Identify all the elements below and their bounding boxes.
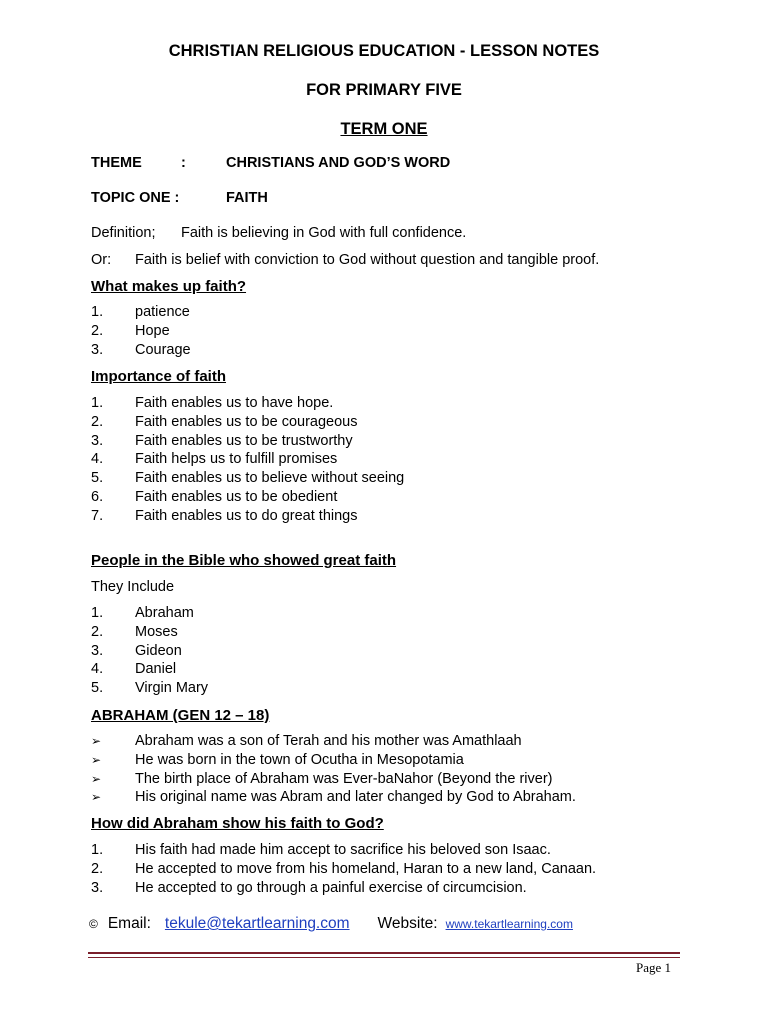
list-item xyxy=(91,751,576,770)
website-link[interactable]: www.tekartlearning.com xyxy=(445,917,573,931)
list-item xyxy=(91,879,596,898)
list-item xyxy=(91,642,208,661)
list-item xyxy=(91,604,208,623)
list-item xyxy=(91,488,404,507)
item-text: Faith enables us to be courageous xyxy=(135,413,358,430)
list-item xyxy=(91,303,191,322)
contact-line xyxy=(89,915,573,933)
item-text: Hope xyxy=(135,322,170,339)
topic-label: TOPIC ONE : xyxy=(91,190,180,206)
people-list xyxy=(91,604,208,698)
importance-heading: Importance of faith xyxy=(91,368,227,385)
item-text: Virgin Mary xyxy=(135,680,209,697)
arrow-bullet-icon: ➢ xyxy=(91,771,102,786)
item-text: Faith enables us to have hope. xyxy=(135,395,334,411)
list-item xyxy=(91,469,404,488)
item-text: Faith helps us to fulfill promises xyxy=(135,451,338,468)
item-number: 4. xyxy=(91,451,104,468)
item-number: 3. xyxy=(91,432,104,449)
item-number: 2. xyxy=(91,623,104,640)
item-text: He accepted to move from his homeland, Haran to a new land, Canaan. xyxy=(135,860,597,877)
list-item xyxy=(91,450,404,469)
arrow-bullet-icon: ➢ xyxy=(91,790,102,805)
arrow-bullet-icon: ➢ xyxy=(91,734,102,748)
list-item xyxy=(91,341,191,360)
abraham-list xyxy=(91,732,576,807)
email-link[interactable]: tekule@tekartlearning.com xyxy=(164,915,350,932)
item-number: 2. xyxy=(91,322,104,339)
list-item xyxy=(91,788,576,807)
importance-list xyxy=(91,394,404,526)
item-text: Faith enables us to do great things xyxy=(135,507,358,524)
footer-divider xyxy=(88,952,680,954)
item-text: Gideon xyxy=(135,642,182,659)
item-number: 2. xyxy=(91,860,104,877)
email-label: Email: xyxy=(107,915,151,932)
item-number: 5. xyxy=(91,470,104,487)
website-label: Website: xyxy=(377,915,438,932)
list-item xyxy=(91,660,208,679)
people-heading: People in the Bible who showed great faith xyxy=(91,552,397,569)
theme-value: CHRISTIANS AND GOD’S WORD xyxy=(226,155,451,171)
abraham-heading: ABRAHAM (GEN 12 – 18) xyxy=(91,707,270,724)
list-item xyxy=(91,322,191,341)
item-text: Daniel xyxy=(135,661,177,678)
list-item xyxy=(91,679,208,698)
list-item xyxy=(91,623,208,642)
list-item xyxy=(91,432,404,451)
term-title: TERM ONE xyxy=(340,120,428,138)
item-text: Faith enables us to be obedient xyxy=(135,488,338,505)
makeup-list xyxy=(91,303,191,359)
item-text: His original name was Abram and later changed by God to Abraham. xyxy=(135,789,576,806)
item-number: 1. xyxy=(91,395,104,411)
item-number: 3. xyxy=(91,341,104,358)
list-item xyxy=(91,507,404,526)
list-item xyxy=(91,394,404,413)
item-number: 1. xyxy=(91,605,104,621)
faith-shown-heading: How did Abraham show his faith to God? xyxy=(91,815,384,832)
list-item xyxy=(91,770,576,789)
topic-value: FAITH xyxy=(226,190,268,206)
copyright-icon: © xyxy=(89,917,98,931)
item-text: The birth place of Abraham was Ever-baNahor (Beyond the river) xyxy=(135,770,553,787)
footer-divider-thin xyxy=(88,957,680,958)
or-label: Or: xyxy=(91,252,112,268)
definition-text: Faith is believing in God with full confidence. xyxy=(181,225,467,241)
item-text: Abraham was a son of Terah and his mother was Amathlaah xyxy=(135,733,522,749)
theme-separator: : xyxy=(181,155,186,171)
or-text: Faith is belief with conviction to God without question and tangible proof. xyxy=(135,252,600,268)
item-text: Courage xyxy=(135,341,191,358)
people-intro: They Include xyxy=(91,579,175,595)
list-item xyxy=(91,413,404,432)
document-title: CHRISTIAN RELIGIOUS EDUCATION - LESSON NOTES xyxy=(168,42,600,60)
item-number: 3. xyxy=(91,642,104,659)
item-text: Abraham xyxy=(135,605,194,621)
item-number: 1. xyxy=(91,304,104,320)
item-number: 4. xyxy=(91,661,104,678)
faith-shown-list xyxy=(91,841,596,897)
theme-label: THEME xyxy=(91,155,142,171)
item-number: 5. xyxy=(91,680,104,697)
page-number: Page 1 xyxy=(636,960,672,975)
item-number: 3. xyxy=(91,879,104,896)
item-number: 1. xyxy=(91,842,104,858)
list-item xyxy=(91,860,596,879)
definition-label: Definition; xyxy=(91,225,156,241)
item-number: 7. xyxy=(91,507,104,524)
list-item xyxy=(91,841,596,860)
item-text: He accepted to go through a painful exercise of circumcision. xyxy=(135,879,527,896)
item-text: He was born in the town of Ocutha in Mesopotamia xyxy=(135,751,464,768)
item-text: Faith enables us to believe without seeing xyxy=(135,470,405,487)
item-text: patience xyxy=(135,304,190,320)
item-number: 6. xyxy=(91,488,104,505)
item-number: 2. xyxy=(91,413,104,430)
list-item xyxy=(91,732,576,751)
item-text: His faith had made him accept to sacrifice his beloved son Isaac. xyxy=(135,842,551,858)
item-text: Moses xyxy=(135,623,178,640)
item-text: Faith enables us to be trustworthy xyxy=(135,432,353,449)
document-subtitle: FOR PRIMARY FIVE xyxy=(306,81,462,99)
arrow-bullet-icon: ➢ xyxy=(91,752,102,767)
makeup-heading: What makes up faith? xyxy=(91,278,247,295)
